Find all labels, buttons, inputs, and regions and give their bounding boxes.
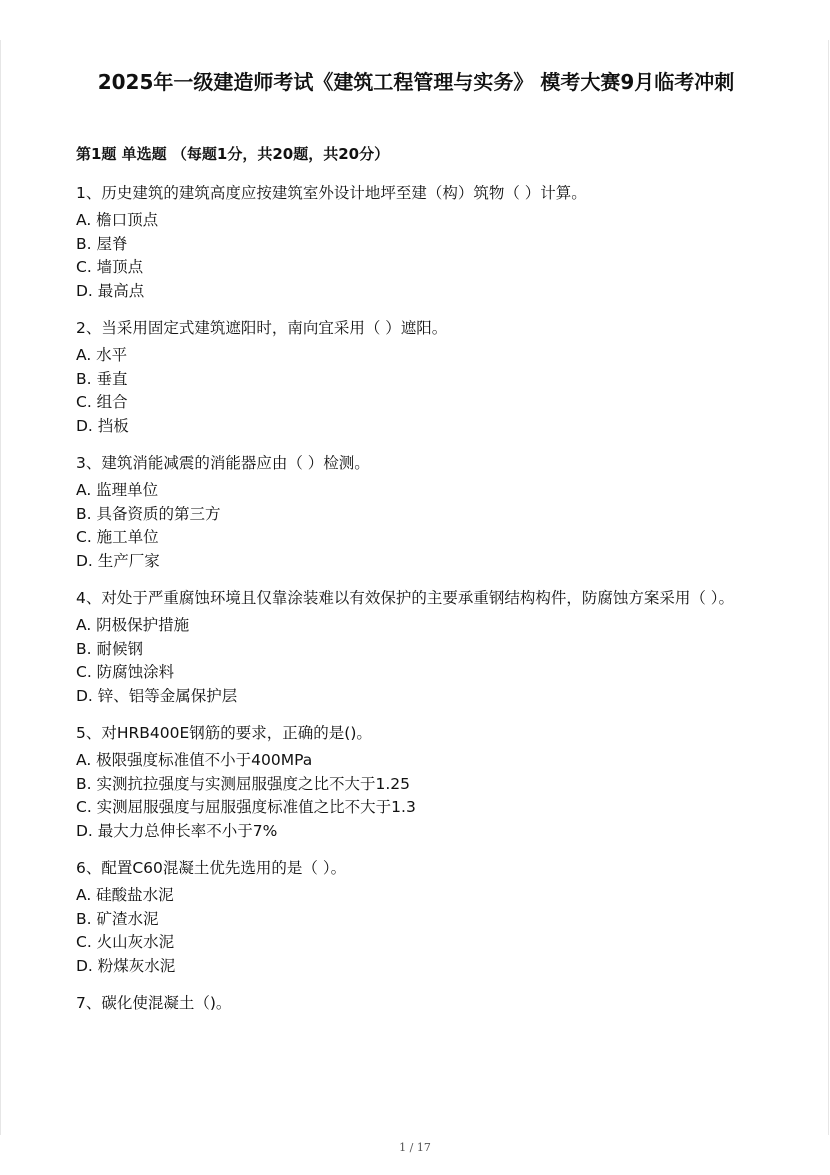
- option-a: A. 硅酸盐水泥: [76, 886, 174, 904]
- option-b: B. 实测抗拉强度与实测屈服强度之比不大于1.25: [76, 774, 411, 793]
- question-stem: 3、建筑消能减震的消能器应由（ ）检测。: [76, 454, 370, 472]
- question-stem: 5、对HRB400E钢筋的要求，正确的是()。: [76, 724, 372, 742]
- option-c: C. 墙顶点: [76, 258, 144, 276]
- option-d: D. 最大力总伸长率不小于7%: [76, 821, 278, 840]
- question-5: [76, 722, 756, 843]
- option-d: D. 最高点: [76, 281, 145, 300]
- option-d: D. 生产厂家: [76, 551, 160, 570]
- question-1: [76, 182, 756, 303]
- option-a: A. 水平: [76, 346, 128, 364]
- question-stem: 2、当采用固定式建筑遮阳时，南向宜采用（ ）遮阳。: [76, 319, 448, 337]
- option-b: B. 屋脊: [76, 234, 128, 253]
- question-stem: 6、配置C60混凝土优先选用的是（ ）。: [76, 859, 347, 877]
- option-b: B. 垂直: [76, 369, 128, 388]
- question-2: [76, 317, 756, 438]
- option-c: C. 组合: [76, 393, 128, 411]
- option-a: A. 阴极保护措施: [76, 616, 190, 634]
- option-a: A. 极限强度标准值不小于400MPa: [76, 751, 313, 769]
- option-b: B. 矿渣水泥: [76, 909, 159, 928]
- question-4: [76, 587, 756, 708]
- question-6: [76, 857, 756, 978]
- document-page: [0, 40, 829, 1135]
- question-stem: 1、历史建筑的建筑高度应按建筑室外设计地坪至建（构）筑物（ ）计算。: [76, 184, 587, 202]
- section-heading: 第1题 单选题 （每题1分，共20题，共20分）: [76, 145, 390, 163]
- question-stem: 4、对处于严重腐蚀环境且仅靠涂装难以有效保护的主要承重钢结构构件，防腐蚀方案采用（ ）。: [76, 589, 735, 607]
- option-a: A. 监理单位: [76, 481, 159, 499]
- page-indicator: 1 / 17: [399, 1141, 431, 1154]
- document-title: 2025年一级建造师考试《建筑工程管理与实务》 模考大赛9月临考冲刺: [97, 70, 735, 94]
- option-d: D. 挡板: [76, 416, 129, 435]
- option-d: D. 粉煤灰水泥: [76, 956, 176, 975]
- option-b: B. 耐候钢: [76, 639, 143, 658]
- question-7: [76, 992, 756, 1014]
- option-c: C. 施工单位: [76, 528, 159, 546]
- option-a: A. 檐口顶点: [76, 211, 159, 229]
- option-c: C. 防腐蚀涂料: [76, 663, 175, 681]
- option-c: C. 实测屈服强度与屈服强度标准值之比不大于1.3: [76, 798, 416, 816]
- option-d: D. 锌、铝等金属保护层: [76, 686, 238, 705]
- question-3: [76, 452, 756, 573]
- option-b: B. 具备资质的第三方: [76, 504, 221, 523]
- question-stem: 7、碳化使混凝土（)。: [76, 994, 232, 1012]
- option-c: C. 火山灰水泥: [76, 933, 175, 951]
- question-list: [76, 182, 756, 1028]
